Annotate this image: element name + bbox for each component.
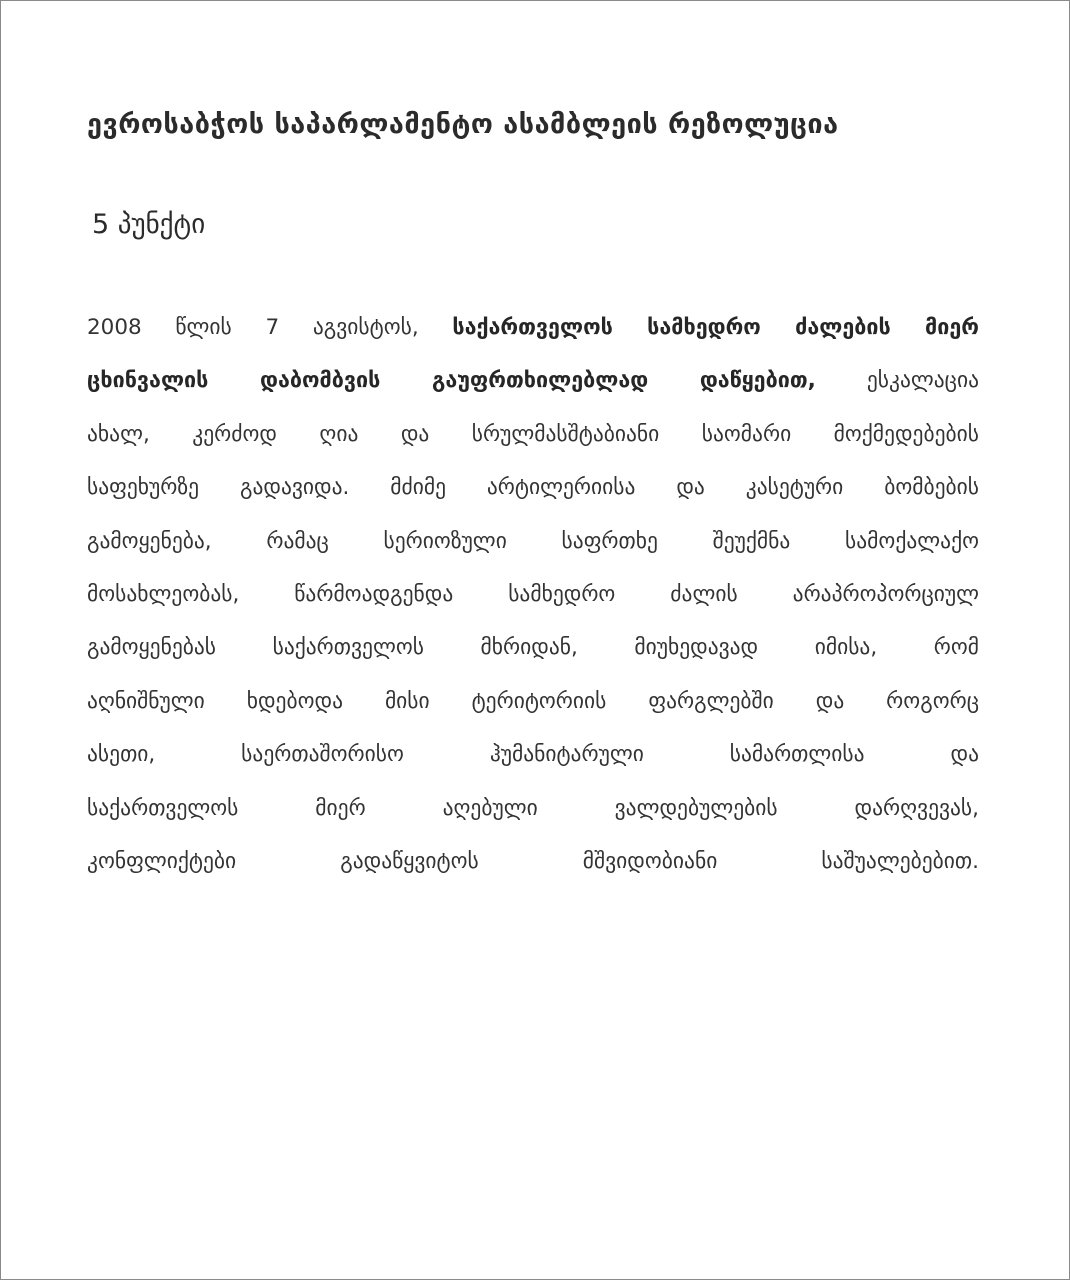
document-subtitle: 5 პუნქტი xyxy=(92,209,206,240)
paragraph-line-7 xyxy=(87,621,979,674)
line-text: ასეთი, საერთაშორისო ჰუმანიტარული სამართლისა და xyxy=(87,742,979,768)
line-text: გამოყენება, რამაც სერიოზული საფრთხე შეუქმნა სამოქალაქო xyxy=(87,528,979,554)
paragraph-line-10 xyxy=(87,782,979,835)
line-text: 2008 წლის 7 აგვისტოს, xyxy=(87,315,453,340)
line-bold-text: ცხინვალის დაბომბვის გაუფრთხილებლად დაწყებით, xyxy=(87,368,816,394)
paragraph-line-1 xyxy=(87,301,979,354)
line-text: საფეხურზე გადავიდა. მძიმე არტილერიისა და კასეტური ბომბების xyxy=(87,475,979,501)
paragraph-line-9 xyxy=(87,728,979,781)
line-text: აღნიშნული ხდებოდა მისი ტერიტორიის ფარგლებში და როგორც xyxy=(87,688,979,714)
paragraph-line-5 xyxy=(87,515,979,568)
paragraph-line-4 xyxy=(87,461,979,514)
line-text: მოსახლეობას, წარმოადგენდა სამხედრო ძალის არაპროპორციულ xyxy=(87,581,979,607)
document-title: ევროსაბჭოს საპარლამენტო ასამბლეის რეზოლუცია xyxy=(87,109,839,140)
paragraph-line-3 xyxy=(87,408,979,461)
line-text: ესკალაცია xyxy=(815,368,979,394)
paragraph-line-8 xyxy=(87,675,979,728)
line-text: ახალ, კერძოდ ღია და სრულმასშტაბიანი საომარი მოქმედებების xyxy=(87,421,979,447)
line-text: საქართველოს მიერ აღებული ვალდებულების დარღვევას, xyxy=(87,795,979,821)
line-text: კონფლიქტები გადაწყვიტოს მშვიდობიანი საშუალებებით. xyxy=(87,848,979,874)
line-bold-text: საქართველოს სამხედრო ძალების მიერ xyxy=(452,315,979,340)
resolution-paragraph xyxy=(87,301,979,888)
line-text: გამოყენებას საქართველოს მხრიდან, მიუხედავად იმისა, რომ xyxy=(87,635,979,661)
paragraph-line-2 xyxy=(87,354,979,407)
paragraph-line-6 xyxy=(87,568,979,621)
paragraph-line-11 xyxy=(87,835,979,888)
